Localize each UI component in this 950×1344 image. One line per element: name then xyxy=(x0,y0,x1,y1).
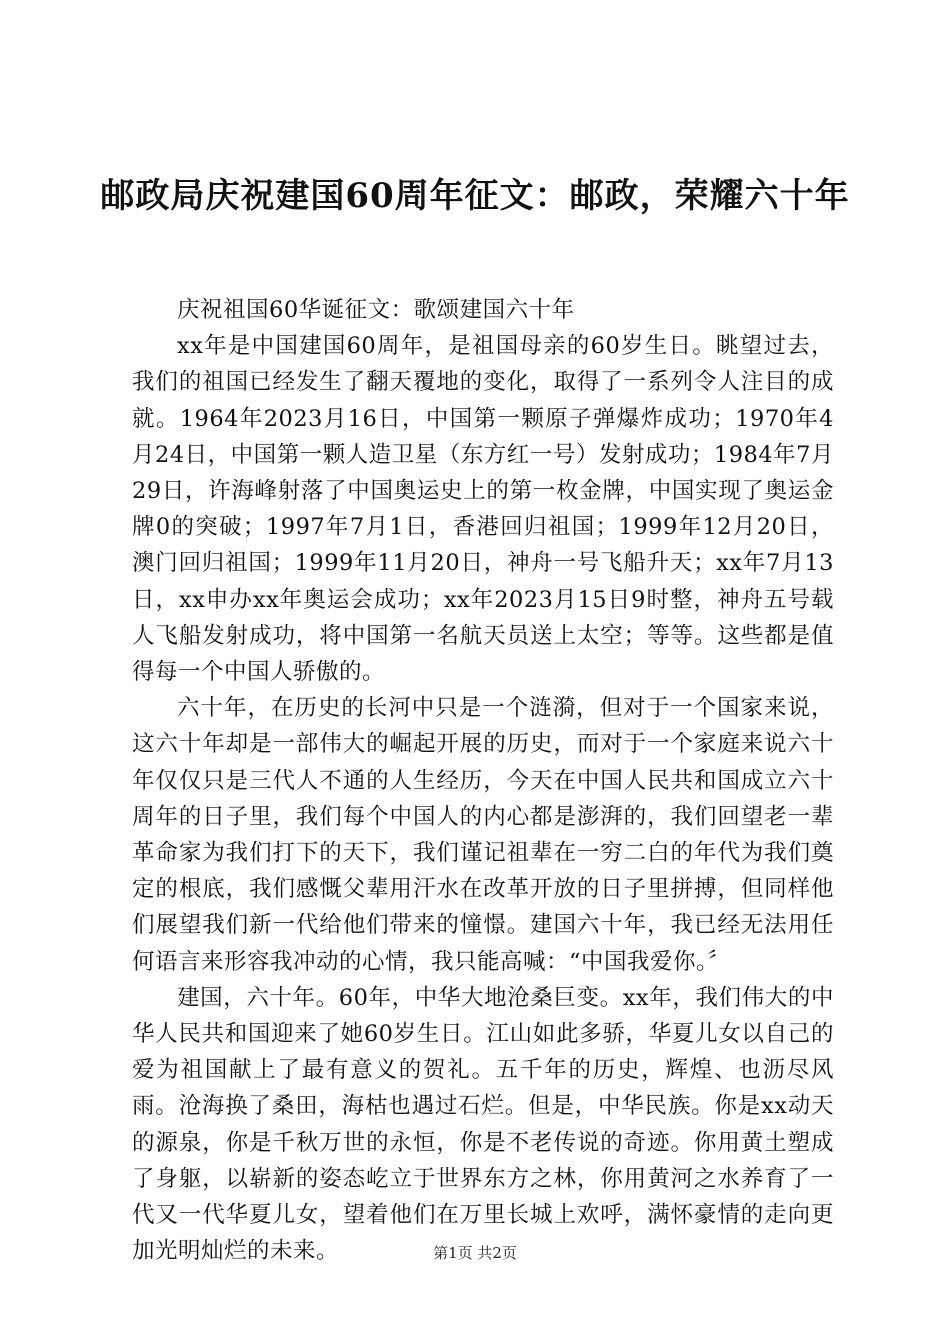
paragraph-2: 六十年，在历史的长河中只是一个涟漪，但对于一个国家来说，这六十年却是一部伟大的崛起开展的历史，而对于一个家庭来说六十年仅仅只是三代人不通的人生经历，今天在中国人民共和国成立六十周年的日子里，我们每个中国人的内心都是澎湃的，我们回望老一辈革命家为我们打下的天下，我们谨记祖辈在一穷二白的年代为我们奠定的根底，我们感慨父辈用汗水在改革开放的日子里拼搏，但同样他们展望我们新一代给他们带来的憧憬。建国六十年，我已经无法用任何语言来形容我冲动的心情，我只能高喊：“中国我爱你。〞 xyxy=(132,695,834,975)
paragraph-subtitle: 庆祝祖国60华诞征文：歌颂建国六十年 xyxy=(177,297,575,323)
document-title: 邮政局庆祝建国60周年征文：邮政，荣耀六十年 xyxy=(100,176,850,216)
paragraph-3: 建国，六十年。60年，中华大地沧桑巨变。xx年，我们伟大的中华人民共和国迎来了她60岁生日。江山如此多骄，华夏儿女以自己的爱为祖国献上了最有意义的贺礼。五千年的历史，辉煌、也沥尽风雨。沧海换了桑田，海枯也遇过石烂。但是，中华民族。你是xx动天的源泉，你是千秋万世的永恒，你是不老传说的奇迹。你用黄土塑成了身躯，以崭新的姿态屹立于世界东方之林，你用黄河之水养育了一代又一代华夏儿女，望着他们在万里长城上欢呼，满怀豪情的走向更加光明灿烂的未来。 xyxy=(132,984,834,1265)
document-body xyxy=(132,292,834,1269)
paragraph-1: xx年是中国建国60周年，是祖国母亲的60岁生日。眺望过去，我们的祖国已经发生了翻天覆地的变化，取得了一系列令人注目的成就。1964年2023月16日，中国第一颗原子弹爆炸成功；1970年4月24日，中国第一颗人造卫星（东方红一号）发射成功；1984年7月29日，许海峰射落了中国奥运史上的第一枚金牌，中国实现了奥运金牌0的突破；1997年7月1日，香港回归祖国；1999年12月20日，澳门回归祖国；1999年11月20日，神舟一号飞船升天；xx年7月13日，xx申办xx年奥运会成功；xx年2023月15日9时整，神舟五号载人飞船发射成功，将中国第一名航天员送上太空；等等。这些都是值得每一个中国人骄傲的。 xyxy=(132,333,834,686)
page-number: 第1页 共2页 xyxy=(433,1244,517,1262)
